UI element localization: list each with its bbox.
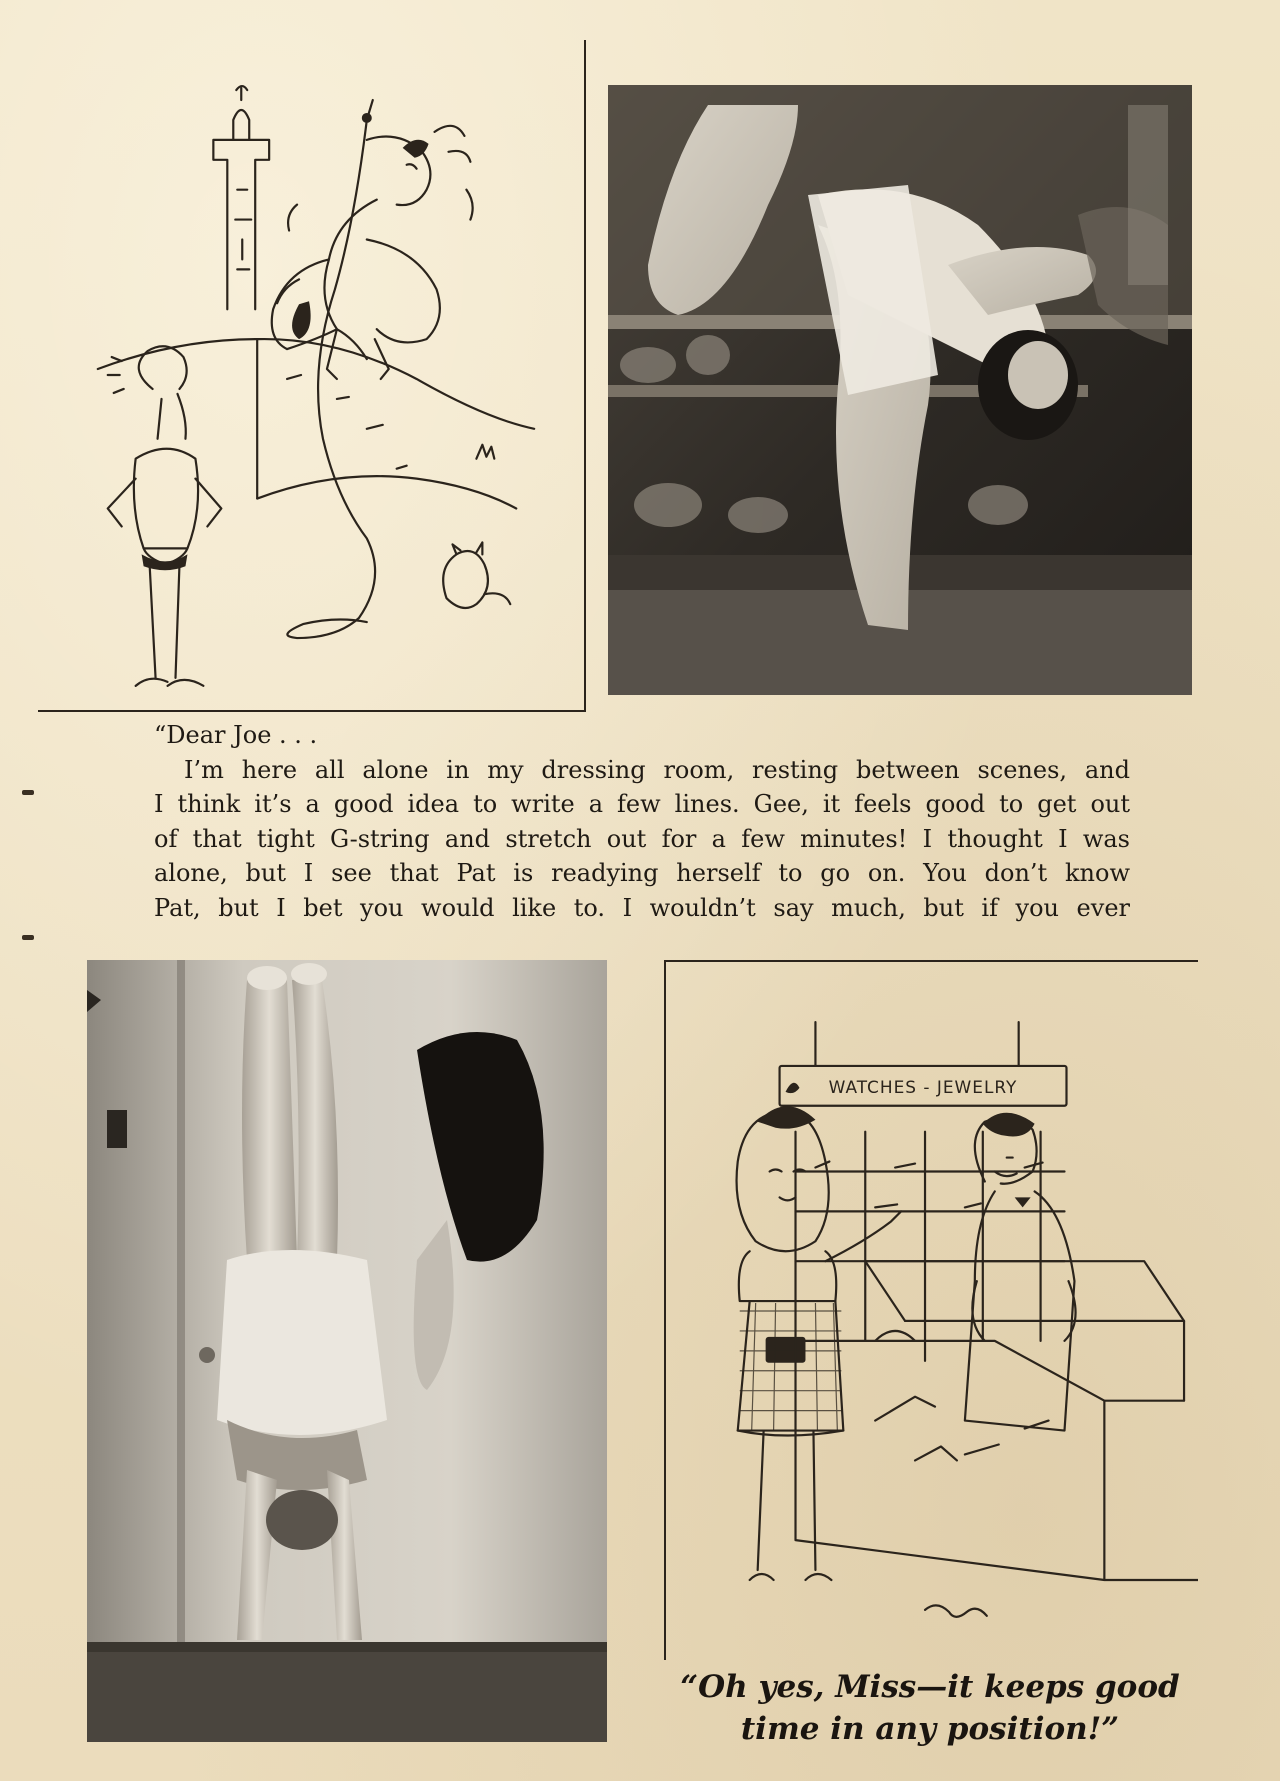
letter-line: I think it’s a good idea to write a few lines. Gee, it feels good to get out [154, 790, 1130, 818]
letter-salutation: “Dear Joe . . . [154, 721, 318, 749]
photo-handstand-image [87, 960, 607, 1742]
photo-dressing-room-dancer-image [608, 85, 1192, 695]
letter-text [154, 718, 1130, 925]
letter-line: Pat, but I bet you would like to. I wouldn’t say much, but if you ever [154, 893, 1130, 922]
binding-hole-mark [22, 935, 34, 940]
caption-line-1: “Oh yes, Miss—it keeps good [680, 1669, 1180, 1705]
store-sign-text: WATCHES - JEWELRY [828, 1076, 1018, 1097]
cartoon-jewelry-store [664, 960, 1198, 1660]
letter-line: of that tight G-string and stretch out for a few minutes! I thought I was [154, 824, 1130, 853]
binding-hole-mark [22, 790, 34, 795]
letter-line: I’m here all alone in my dressing room, resting between scenes, and [184, 755, 1130, 784]
caption-line-2: time in any position!” [740, 1711, 1120, 1747]
photo-handstand [87, 960, 607, 1742]
cartoon-jewelry-store-drawing [666, 962, 1198, 1660]
cartoon-tower-rope-drawing [38, 40, 584, 710]
cartoon-tower-rope [38, 40, 586, 712]
letter-line: alone, but I see that Pat is readying herself to go on. You don’t know [154, 859, 1130, 887]
photo-dressing-room-dancer [608, 85, 1192, 695]
cartoon-caption [640, 1666, 1220, 1750]
